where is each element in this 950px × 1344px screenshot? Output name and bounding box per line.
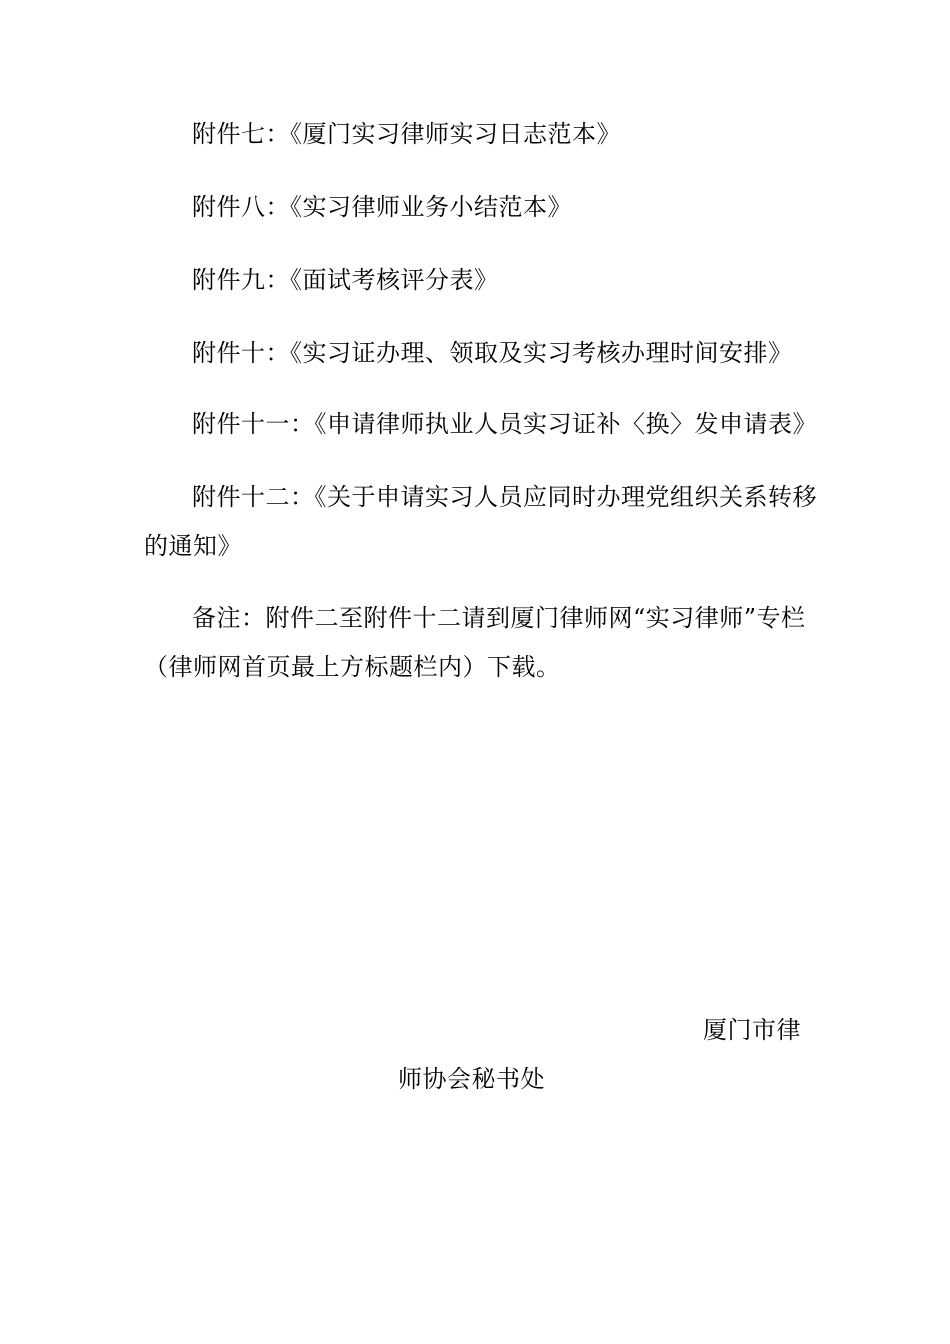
note-line2: （律师网首页最上方标题栏内）下载。 <box>144 653 561 681</box>
attachment-12-line2: 的通知》 <box>144 532 242 560</box>
attachment-7: 附件七：《厦门实习律师实习日志范本》 <box>192 120 621 148</box>
attachment-8: 附件八：《实习律师业务小结范本》 <box>192 193 572 221</box>
attachment-9: 附件九：《面试考核评分表》 <box>192 266 499 294</box>
attachment-11: 附件十一：《申请律师执业人员实习证补〈换〉发申请表》 <box>192 410 817 438</box>
attachment-12-line1: 附件十二：《关于申请实习人员应同时办理党组织关系转移 <box>192 483 817 511</box>
note-line1: 备注：附件二至附件十二请到厦门律师网“实习律师”专栏 <box>192 604 806 632</box>
signature-line2: 师协会秘书处 <box>398 1065 545 1093</box>
attachment-10: 附件十：《实习证办理、领取及实习考核办理时间安排》 <box>192 339 793 367</box>
signature-line1: 厦门市律 <box>703 1016 801 1044</box>
